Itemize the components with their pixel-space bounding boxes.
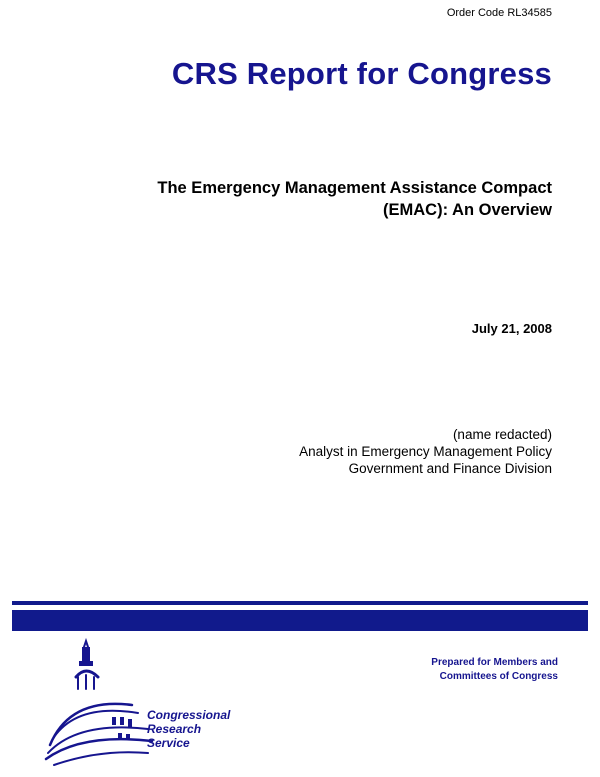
prepared-for-note: [431, 656, 558, 684]
author-block: [299, 426, 552, 477]
logo-text-line-1: Congressional: [147, 708, 231, 722]
divider-rule-thin: [12, 601, 588, 605]
author-division: Government and Finance Division: [348, 461, 552, 476]
prepared-line-2: Committees of Congress: [439, 671, 558, 682]
logo-text-line-3: Service: [147, 736, 190, 750]
author-position: Analyst in Emergency Management Policy: [299, 444, 552, 459]
crs-logo-text: [147, 708, 230, 750]
order-code: Order Code RL34585: [446, 7, 552, 19]
logo-text-line-2: Research: [147, 722, 202, 736]
report-title-line-1: The Emergency Management Assistance Compact: [157, 179, 552, 197]
divider-rule-thick: [12, 610, 588, 631]
report-title-line-2: (EMAC): An Overview: [383, 201, 552, 219]
prepared-line-1: Prepared for Members and: [431, 657, 558, 668]
report-date: July 21, 2008: [471, 321, 552, 336]
author-name: (name redacted): [452, 427, 552, 442]
report-banner-title: CRS Report for Congress: [171, 56, 552, 91]
report-title: [32, 177, 552, 221]
